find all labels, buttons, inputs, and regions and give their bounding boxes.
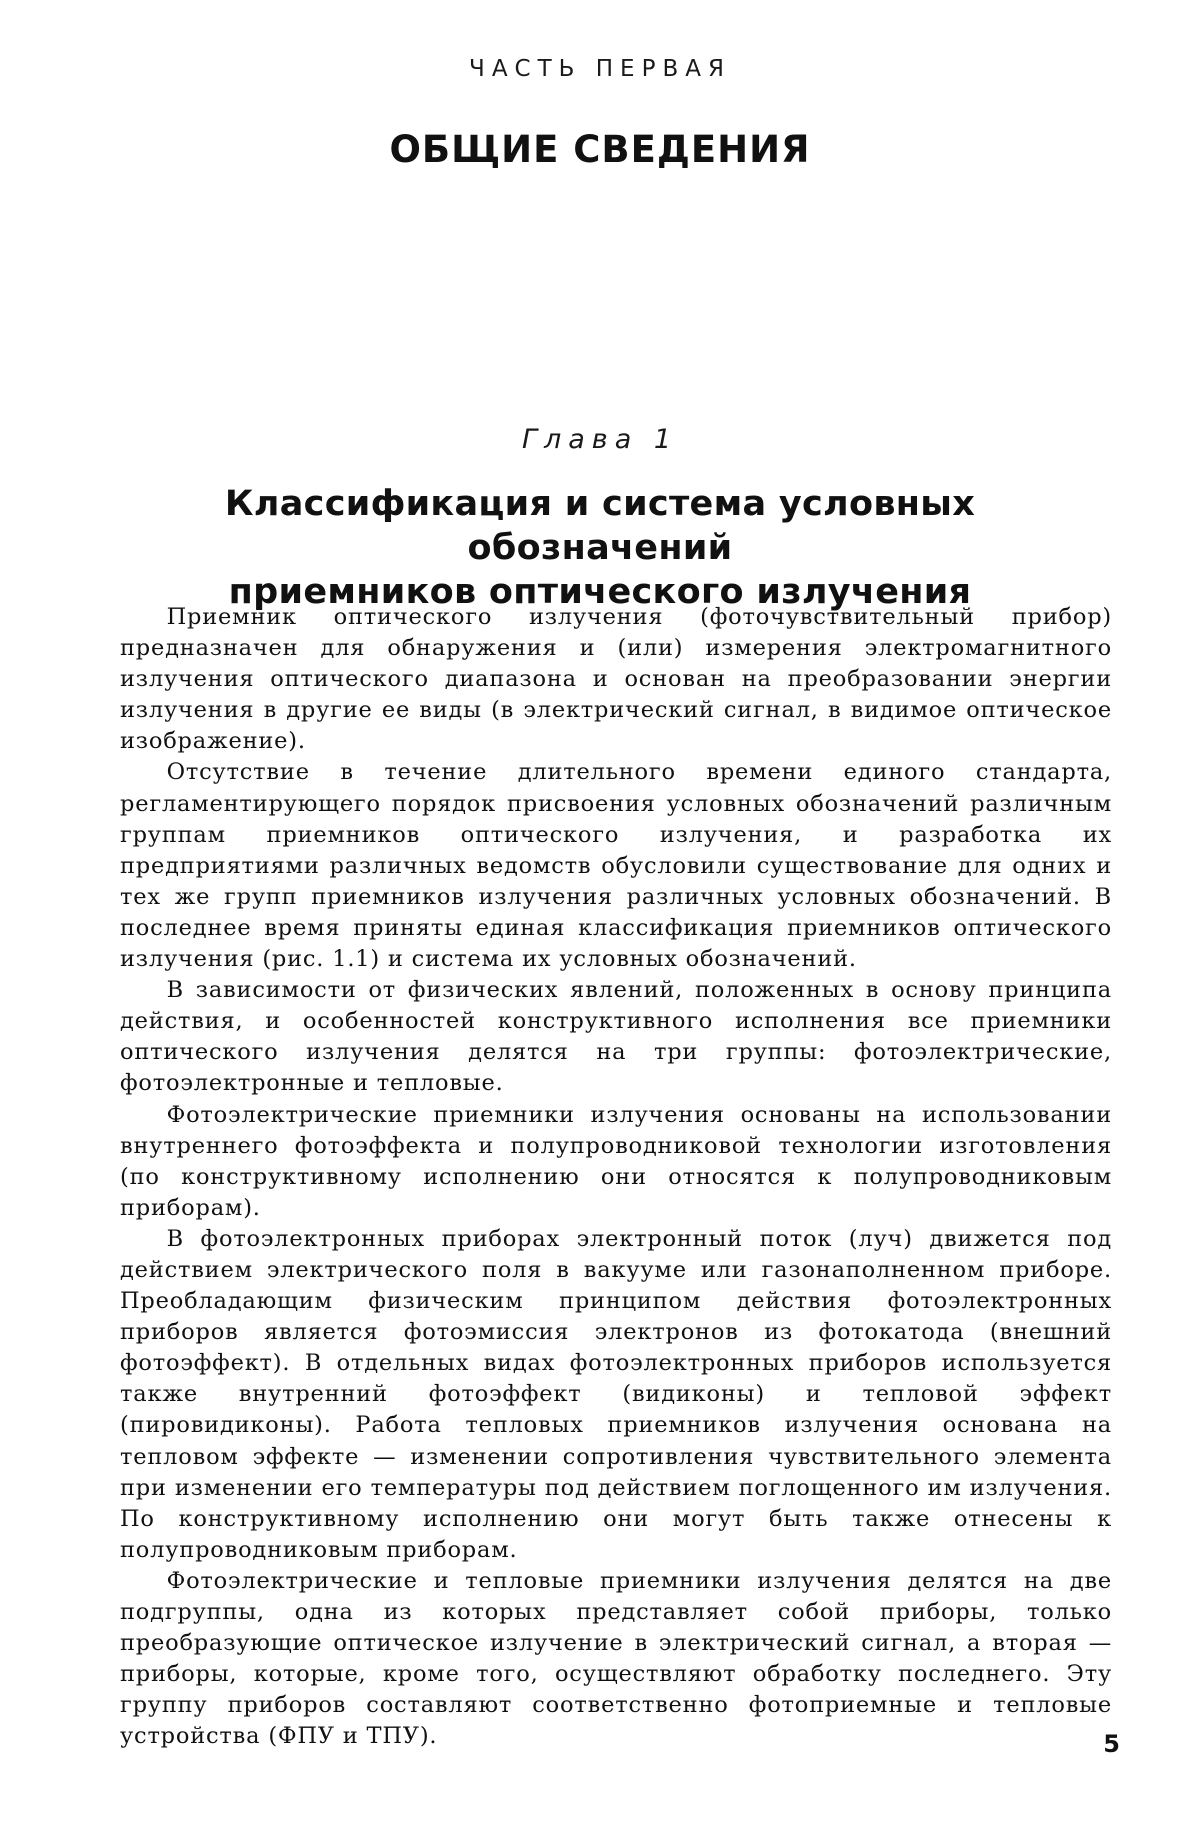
paragraph: В зависимости от физических явлений, положенных в основу принципа действия, и особенностей конструктивного исполнения все приемники оптического излучения делятся на три группы: фотоэлектрические, фотоэлектронные и тепловые. (120, 977, 1112, 1097)
chapter-title-line-2: приемников оптического излучения (228, 572, 972, 612)
paragraph: Фотоэлектрические и тепловые приемники излучения делятся на две подгруппы, одна из которых представляет собой приборы, только преобразующие оптическое излучение в электрический сигнал, а вторая — приборы, которые, кроме того, осуществляют обработку последнего. Эту группу приборов составляют соответственно фотоприемные и тепловые устройства (ФПУ и ТПУ). (120, 1567, 1112, 1750)
chapter-title-line-1: Классификация и система условных обозначений (224, 484, 976, 568)
part-label: ЧАСТЬ ПЕРВАЯ (469, 56, 731, 82)
chapter-title (120, 482, 1080, 614)
paragraph: Фотоэлектрические приемники излучения основаны на использовании внутреннего фотоэффекта и полупроводниковой технологии изготовления (по конструктивному исполнению они относятся к полупроводниковым приборам). (120, 1101, 1112, 1221)
body-text (120, 602, 1112, 1752)
paragraph: Отсутствие в течение длительного времени единого стандарта, регламентирующего порядок присвоения условных обозначений различным группам приемников оптического излучения, и разработка их предприятиями различных ведомств обусловили существование для одних и тех же групп приемников излучения различных условных обозначений. В последнее время приняты единая классификация приемников оптического излучения (рис. 1.1) и система их условных обозначений. (120, 759, 1112, 973)
part-title: ОБЩИЕ СВЕДЕНИЯ (389, 128, 811, 171)
page-number: 5 (1103, 1730, 1120, 1758)
chapter-label: Глава 1 (521, 424, 679, 455)
paragraph: В фотоэлектронных приборах электронный поток (луч) движется под действием электрического поля в вакууме или газонаполненном приборе. Преобладающим физическим принципом действия фотоэлектронных приборов является фотоэмиссия электронов из фотокатода (внешний фотоэффект). В отдельных видах фотоэлектронных приборов используется также внутренний фотоэффект (видиконы) и тепловой эффект (пировидиконы). Работа тепловых приемников излучения основана на тепловом эффекте — изменении сопротивления чувствительного элемента при изменении его температуры под действием поглощенного им излучения. По конструктивному исполнению они могут быть также отнесены к полупроводниковым приборам. (120, 1225, 1112, 1563)
paragraph: Приемник оптического излучения (фоточувствительный прибор) предназначен для обнаружения и (или) измерения электромагнитного излучения оптического диапазона и основан на преобразовании энергии излучения в другие ее виды (в электрический сигнал, в видимое оптическое изображение). (120, 604, 1112, 755)
